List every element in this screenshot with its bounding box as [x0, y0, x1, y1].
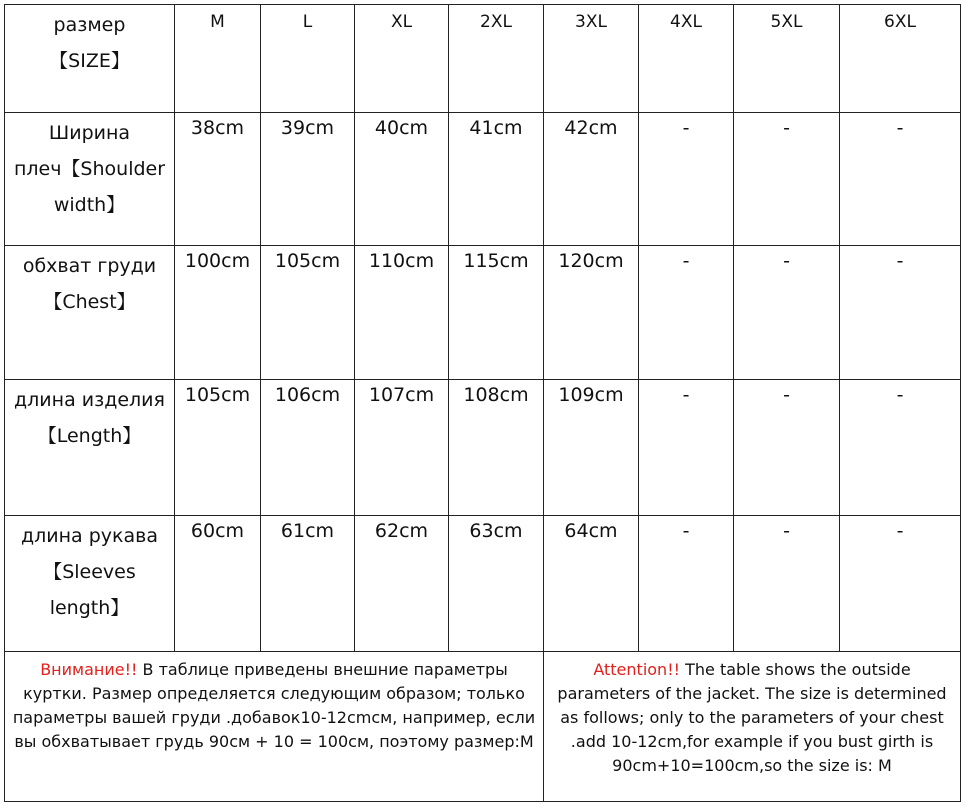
note-ru-attention: Внимание!! — [40, 660, 138, 679]
table-row-chest — [5, 246, 961, 380]
size-header-6xl: 6XL — [840, 5, 961, 113]
table-cell: - — [840, 380, 961, 516]
size-header-l: L — [261, 5, 355, 113]
row-label-line: плеч【Shoulder — [13, 158, 166, 180]
size-header-5xl: 5XL — [734, 5, 840, 113]
table-cell: - — [840, 516, 961, 652]
size-chart-table — [4, 4, 961, 802]
row-label-chest — [5, 246, 175, 380]
row-label-line: длина рукава — [21, 525, 158, 547]
note-en-attention: Attention!! — [593, 660, 681, 679]
table-cell: - — [840, 246, 961, 380]
note-russian — [5, 652, 544, 802]
table-cell: 115cm — [449, 246, 544, 380]
row-label-line: width】 — [53, 194, 126, 216]
table-cell: 39cm — [261, 113, 355, 246]
table-row-length — [5, 380, 961, 516]
table-cell: 107cm — [355, 380, 449, 516]
table-cell: 63cm — [449, 516, 544, 652]
table-cell: - — [734, 380, 840, 516]
table-row-sleeves — [5, 516, 961, 652]
note-english — [544, 652, 961, 802]
table-cell: - — [639, 246, 734, 380]
size-label-ru: размер — [53, 14, 126, 36]
row-label-length — [5, 380, 175, 516]
table-cell: 60cm — [175, 516, 261, 652]
row-label-sleeves — [5, 516, 175, 652]
table-cell: 38cm — [175, 113, 261, 246]
table-cell: - — [734, 516, 840, 652]
table-cell: - — [734, 113, 840, 246]
table-cell: 41cm — [449, 113, 544, 246]
row-label-line: 【Chest】 — [43, 291, 136, 313]
note-en-text: The table shows the outside parameters of the jacket. The size is determined as follows; only to the parameters of your chest .add 10-12cm,for example if you bust girth is 90cm+10=100cm,so the size is: M — [557, 660, 947, 775]
row-label-line: обхват груди — [22, 255, 157, 277]
row-label-line: 【Sleeves — [43, 561, 136, 583]
table-cell: 40cm — [355, 113, 449, 246]
table-cell: - — [639, 516, 734, 652]
row-label-line: length】 — [49, 597, 130, 619]
table-cell: 108cm — [449, 380, 544, 516]
table-cell: 42cm — [544, 113, 639, 246]
table-cell: 109cm — [544, 380, 639, 516]
table-cell: 105cm — [261, 246, 355, 380]
row-label-line: 【Length】 — [37, 425, 142, 447]
table-row-shoulder — [5, 113, 961, 246]
header-row — [5, 5, 961, 113]
table-cell: - — [639, 380, 734, 516]
row-label-line: длина изделия — [14, 389, 165, 411]
size-header-3xl: 3XL — [544, 5, 639, 113]
notes-row — [5, 652, 961, 802]
table-cell: 120cm — [544, 246, 639, 380]
table-cell: - — [840, 113, 961, 246]
table-cell: 62cm — [355, 516, 449, 652]
size-header-xl: XL — [355, 5, 449, 113]
size-label-cell — [5, 5, 175, 113]
size-header-m: M — [175, 5, 261, 113]
table-cell: - — [639, 113, 734, 246]
size-label-en: 【SIZE】 — [49, 50, 130, 72]
size-header-2xl: 2XL — [449, 5, 544, 113]
table-cell: 100cm — [175, 246, 261, 380]
table-cell: 110cm — [355, 246, 449, 380]
table-cell: 61cm — [261, 516, 355, 652]
table-cell: 105cm — [175, 380, 261, 516]
note-ru-text: В таблице приведены внешние параметры куртки. Размер определяется следующим образом; только параметры вашей груди .добавок10-12cmсм, например, если вы обхватывает грудь 90см + 10 = 100см, поэтому размер:M — [12, 660, 536, 751]
table-cell: 64cm — [544, 516, 639, 652]
table-cell: 106cm — [261, 380, 355, 516]
size-header-4xl: 4XL — [639, 5, 734, 113]
table-cell: - — [734, 246, 840, 380]
row-label-line: Ширина — [48, 122, 131, 144]
row-label-shoulder — [5, 113, 175, 246]
